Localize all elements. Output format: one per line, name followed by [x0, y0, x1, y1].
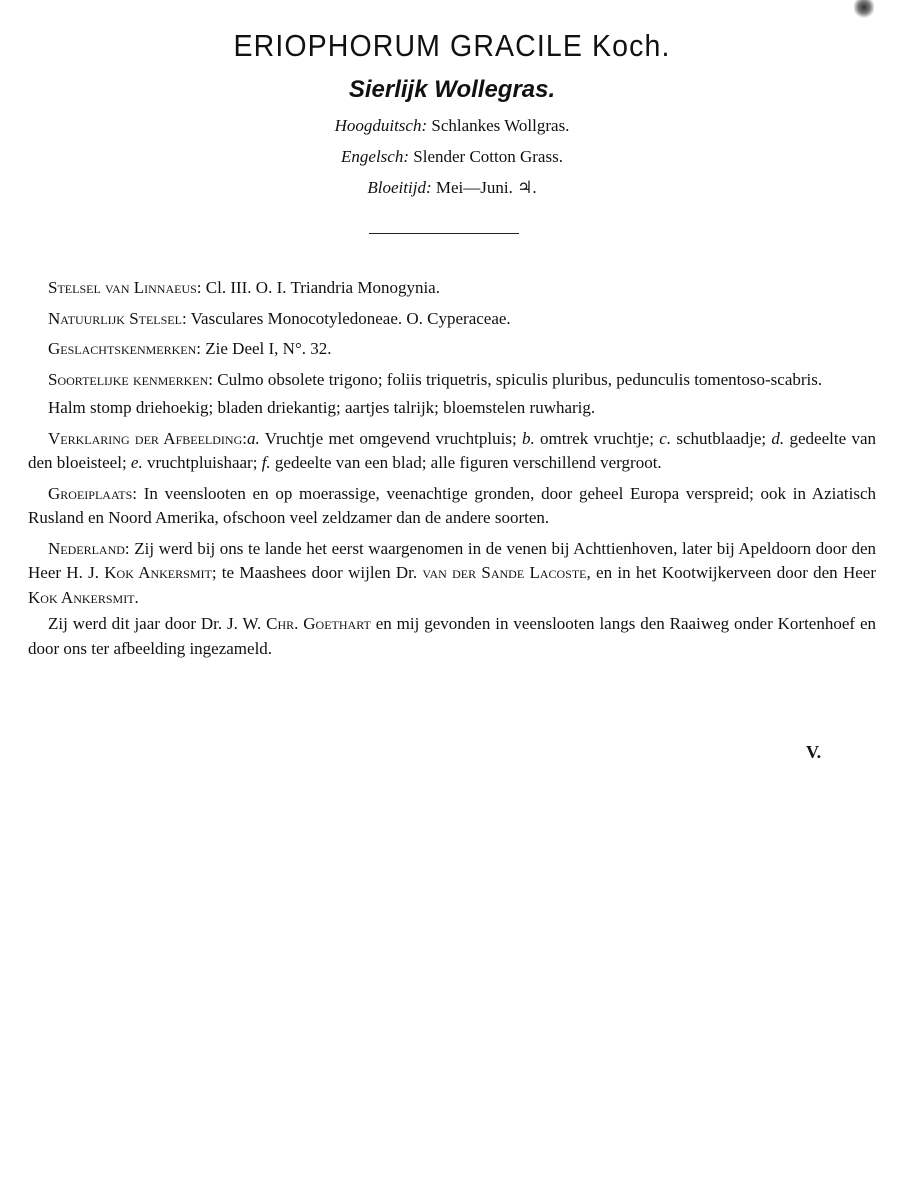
species-title: ERIOPHORUM GRACILE Koch. [233, 28, 671, 63]
figure-text: gedeelte van den bloeisteel; [28, 428, 876, 472]
section-text: Vasculares Monocotyledoneae. O. Cyperaceae. [186, 308, 511, 328]
section-text: Culmo obsolete trigono; foliis triquetris, spiculis pluribus, pedunculis tomentoso-scabris. [213, 369, 823, 389]
habitat-paragraph [28, 482, 876, 531]
meta-label: Engelsch: [341, 147, 410, 166]
meta-value: Mei—Juni. ♃. [435, 178, 537, 197]
flowering-time-line [0, 178, 904, 198]
genus-characters-paragraph [28, 337, 876, 362]
figure-key: d. [771, 428, 785, 448]
figure-key: a. [246, 428, 260, 448]
meta-value: Slender Cotton Grass. [413, 147, 563, 166]
ink-smudge [854, 0, 874, 18]
netherlands-paragraph [28, 537, 876, 611]
section-text: ; te Maashees door wijlen Dr. [211, 563, 423, 582]
divider-rule [369, 233, 519, 234]
section-text: Zie Deel I, N°. 32. [201, 339, 332, 358]
dutch-name: Sierlijk Wollegras. [348, 76, 556, 103]
section-text: Zij werd dit jaar door Dr. J. W. [48, 614, 267, 633]
english-name-line [0, 147, 904, 167]
section-text: In veenslooten en op moerassige, veenachtige gronden, door geheel Europa verspreid; ook in Aziatisch Rusland en Noord Amerika, ofschoon veel zeldzamer dan de andere soorten. [28, 483, 876, 527]
found-paragraph [28, 612, 876, 661]
figure-explanation-paragraph [28, 427, 876, 476]
dutch-description-paragraph [28, 396, 876, 421]
figure-text: omtrek vruchtje; [534, 428, 660, 448]
figure-key: b. [521, 428, 535, 448]
figure-text: gedeelte van een blad; alle figuren verschillend vergroot. [270, 453, 662, 472]
section-text: Halm stomp driehoekig; bladen driekantig; aartjes talrijk; bloemstelen ruwharig. [48, 398, 596, 417]
section-label: Stelsel van Linnaeus: [48, 278, 202, 297]
meta-label: Hoogduitsch: [334, 116, 428, 135]
german-name-line [0, 116, 904, 136]
figure-key: e. [130, 453, 143, 472]
section-text: , en in het Kootwijkerveen door den Heer [586, 563, 876, 582]
figure-text: schutblaadje; [671, 428, 772, 448]
section-label: Verklaring der Afbeelding: [48, 428, 247, 448]
natural-system-paragraph [28, 307, 876, 332]
description-body [28, 276, 876, 667]
section-label: Nederland: [48, 538, 130, 558]
section-label: Soortelijke kenmerken: [48, 369, 214, 389]
section-text: Cl. III. O. I. Triandria Monogynia. [201, 278, 440, 297]
species-characters-paragraph [28, 368, 876, 393]
section-label: Geslachtskenmerken: [48, 339, 202, 358]
person-name: Kok Ankersmit [28, 587, 135, 607]
meta-value: Schlankes Wollgras. [431, 116, 570, 135]
person-name: Chr. Goethart [266, 614, 371, 633]
figure-key: f. [261, 453, 271, 472]
meta-label: Bloeitijd: [367, 178, 432, 197]
section-label: Groeiplaats: [48, 483, 138, 503]
author-signature: V. [806, 742, 822, 762]
section-text: en mij gevonden in veenslooten langs den Raaiweg onder Kortenhoef en door ons ter afbeelding ingezameld. [28, 614, 877, 658]
figure-text: Vruchtje met omgevend vruchtpluis; [259, 428, 522, 448]
section-label: Natuurlijk Stelsel: [48, 308, 187, 328]
linnaeus-paragraph [28, 276, 876, 301]
figure-key: c. [659, 428, 672, 448]
section-text: . [134, 587, 139, 607]
figure-text: vruchtpluishaar; [142, 453, 262, 472]
person-name: van der Sande Lacoste [422, 563, 587, 582]
person-name: Kok Ankersmit [104, 563, 212, 582]
section-text: Zij werd bij ons te lande het eerst waargenomen in de venen bij Achttienhoven, later bij Apeldoorn door den Heer H. J. [28, 538, 876, 582]
